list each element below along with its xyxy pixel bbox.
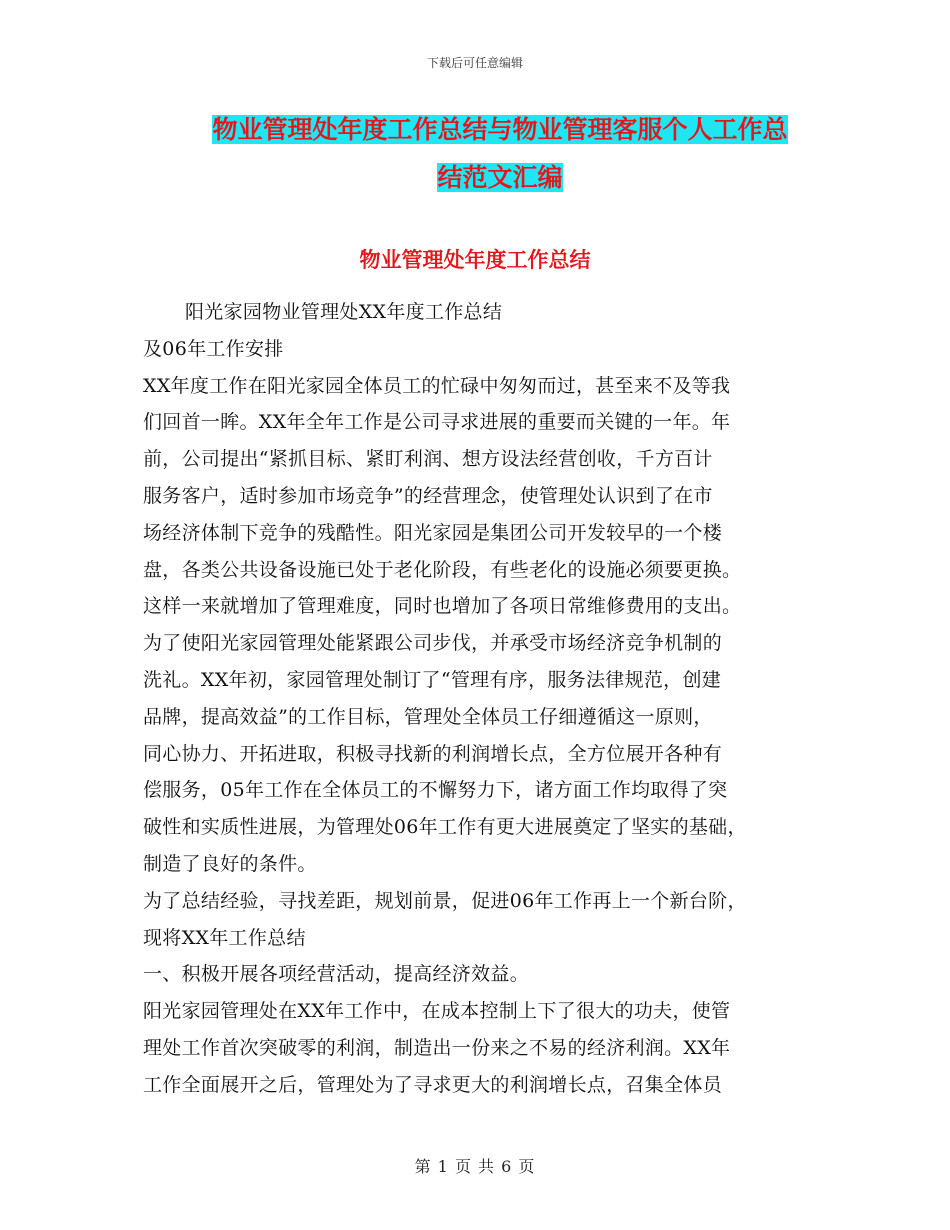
header-note: 下载后可任意编辑 bbox=[426, 56, 523, 70]
body-line: 前，公司提出“紧抓目标、紧盯利润、想方设法经营创收，千方百计 bbox=[143, 448, 713, 471]
body-line: 为了使阳光家园管理处能紧跟公司步伐，并承受市场经济竞争机制的 bbox=[143, 632, 723, 655]
title-line-1: 物业管理处年度工作总结与物业管理客服个人工作总 bbox=[212, 115, 788, 144]
body-line: 服务客户，适时参加市场竞争”的经营理念，使管理处认识到了在市 bbox=[143, 484, 713, 507]
body-line: 理处工作首次突破零的利润，制造出一份来之不易的经济利润。XX年 bbox=[143, 1036, 731, 1059]
section-title: 物业管理处年度工作总结 bbox=[359, 248, 591, 272]
body-line: 洗礼。XX年初，家园管理处制订了“管理有序，服务法律规范，创建 bbox=[143, 668, 722, 691]
body-line: 品牌，提高效益”的工作目标，管理处全体员工仔细遵循这一原则， bbox=[143, 705, 713, 728]
page-footer: 第 1 页 共 6 页 bbox=[414, 1157, 536, 1176]
body-line: 盘，各类公共设备设施已处于老化阶段，有些老化的设施必须要更换。 bbox=[143, 558, 742, 581]
body-line: 及06年工作安排 bbox=[143, 337, 284, 360]
body-line: 偿服务，05年工作在全体员工的不懈努力下，诸方面工作均取得了突 bbox=[143, 779, 728, 802]
body-line: 工作全面展开之后，管理处为了寻求更大的利润增长点，召集全体员 bbox=[143, 1073, 723, 1096]
body-line: XX年度工作在阳光家园全体员工的忙碌中匆匆而过，甚至来不及等我 bbox=[143, 374, 731, 397]
document-title bbox=[140, 106, 860, 202]
body-text bbox=[143, 294, 823, 1104]
body-line: 这样一来就增加了管理难度，同时也增加了各项日常维修费用的支出。 bbox=[143, 595, 742, 618]
body-line: 破性和实质性进展，为管理处06年工作有更大进展奠定了坚实的基础， bbox=[143, 816, 747, 839]
body-line: 们回首一眸。XX年全年工作是公司寻求进展的重要而关键的一年。年 bbox=[143, 411, 731, 434]
body-line: 阳光家园管理处在XX年工作中，在成本控制上下了很大的功夫，使管 bbox=[143, 1000, 731, 1023]
title-line-2: 结范文汇编 bbox=[437, 163, 563, 192]
body-line: 现将XX年工作总结 bbox=[143, 926, 306, 949]
body-line: 制造了良好的条件。 bbox=[143, 852, 317, 875]
body-line: 为了总结经验，寻找差距，规划前景，促进06年工作再上一个新台阶， bbox=[143, 889, 747, 912]
body-line: 场经济体制下竞争的残酷性。阳光家园是集团公司开发较早的一个楼 bbox=[143, 521, 723, 544]
body-line: 阳光家园物业管理处XX年度工作总结 bbox=[185, 301, 503, 323]
body-line: 同心协力、开拓进取，积极寻找新的利润增长点，全方位展开各种有 bbox=[143, 742, 723, 765]
body-line: 一、积极开展各项经营活动，提高经济效益。 bbox=[143, 963, 530, 986]
